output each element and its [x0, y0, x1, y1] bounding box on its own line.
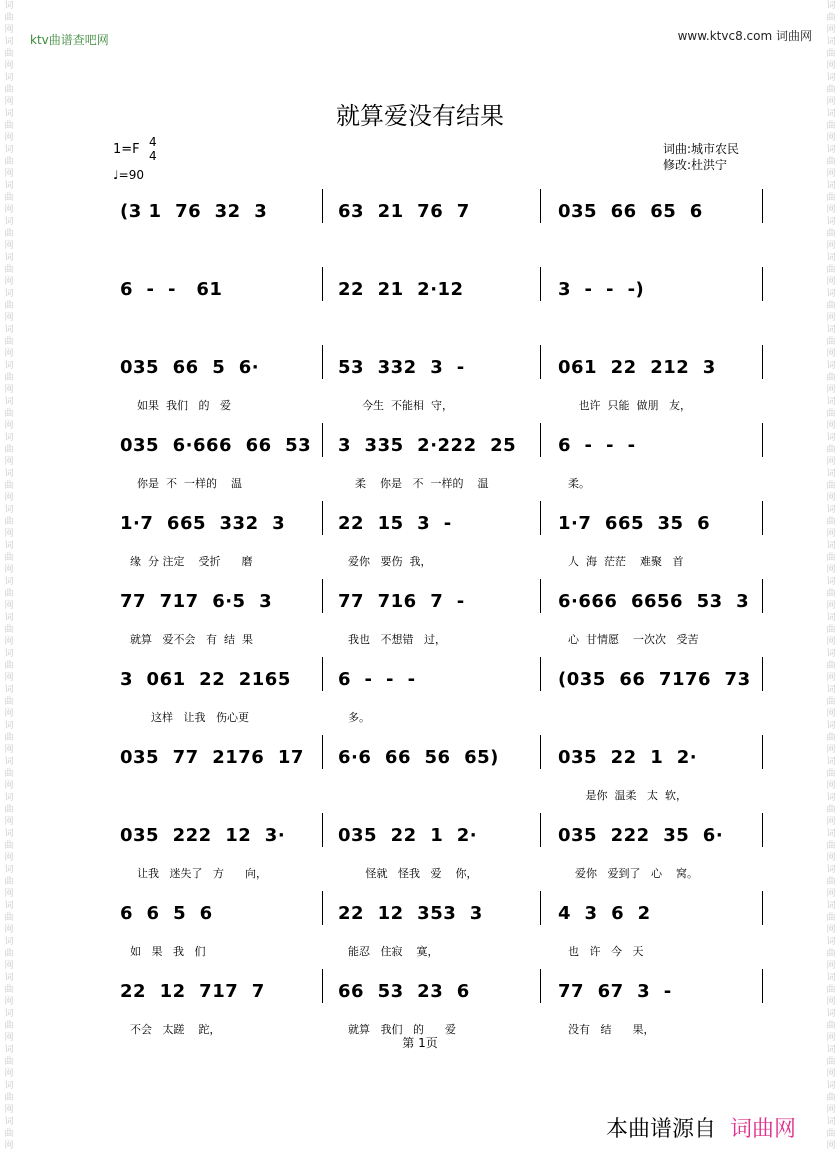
note-line: 63 21 76 7 [338, 201, 470, 222]
bar-line [762, 657, 763, 691]
note-line: 6 - - - [338, 669, 416, 690]
score-row [0, 275, 840, 353]
time-signature-bottom: 4 [149, 149, 157, 163]
note-line: 3 061 22 2165 [120, 669, 291, 690]
bar-line [762, 735, 763, 769]
bar-line [762, 501, 763, 535]
lyric-line: 就算 我们 的 爱 [348, 1023, 456, 1036]
bar-line [762, 345, 763, 379]
lyric-line: 缘 分 注定 受折 磨 [130, 555, 253, 568]
bar-line [540, 657, 541, 691]
side-watermark-left: 词曲网 词曲网 词曲网 词曲网 词曲网 词曲网 词曲网 词曲网 词曲网 词曲网 词曲网 词曲网 词曲网 词曲网 词曲网 词曲网 词曲网 词曲网 词曲网 词曲网 词曲网 词曲网 词曲网 词曲网 词曲网 词曲网 词曲网 词曲网 词曲网 词曲网 词曲网 词曲网 [4, 1, 14, 1151]
lyric-line: 让我 迷失了 方 向， [130, 867, 267, 880]
bar-line [762, 189, 763, 223]
bar-line [322, 657, 323, 691]
lyric-line: 心 甘情愿 一次次 受苦 [568, 633, 699, 646]
lyric-line: 爱你 要伤 我， [348, 555, 432, 568]
note-line: 22 12 353 3 [338, 903, 483, 924]
lyric-line: 也许 只能 做朋 友， [568, 399, 691, 412]
score-row [0, 665, 840, 743]
score-row [0, 431, 840, 509]
site-url-header [678, 27, 812, 44]
note-line: 6 6 5 6 [120, 903, 213, 924]
bar-line [762, 969, 763, 1003]
site-label[interactable]: ktv曲谱查吧网 [30, 33, 109, 47]
page-number: 第 1页 [402, 1036, 438, 1050]
bar-line [322, 735, 323, 769]
bar-line [322, 579, 323, 613]
note-line: 035 22 1 2· [338, 825, 478, 846]
lyric-line: 我也 不想错 过， [348, 633, 446, 646]
credit-editor: 修改:杜洪宁 [663, 158, 728, 172]
bar-line [322, 813, 323, 847]
lyric-line: 多。 [348, 711, 370, 724]
score-row [0, 353, 840, 431]
score-row [0, 743, 840, 821]
lyric-line: 没有 结 果， [568, 1023, 655, 1036]
bar-line [540, 969, 541, 1003]
bar-line [322, 189, 323, 223]
lyric-line: 是你 温柔 太 软， [568, 789, 687, 802]
note-line: 22 15 3 - [338, 513, 452, 534]
note-line: (035 66 7176 73 [558, 669, 751, 690]
score-row [0, 899, 840, 977]
note-line: 035 6·666 66 53 [120, 435, 312, 456]
lyric-line: 就算 爱不会 有 结 果 [130, 633, 253, 646]
tempo-value: =90 [118, 168, 144, 182]
quarter-note-icon: ♩ [113, 168, 119, 182]
tempo-marking [113, 168, 144, 182]
footer-text: 本曲谱源自 [605, 1117, 716, 1142]
bar-line [540, 501, 541, 535]
lyric-line: 柔。 [568, 477, 590, 490]
note-line: 77 717 6·5 3 [120, 591, 273, 612]
note-line: 6·666 6656 53 3 [558, 591, 750, 612]
note-line: 6 - - 61 [120, 279, 223, 300]
note-line: 035 22 1 2· [558, 747, 698, 768]
note-line: 6 - - - [558, 435, 636, 456]
note-line: 1·7 665 332 3 [120, 513, 286, 534]
bar-line [540, 189, 541, 223]
note-line: 77 67 3 - [558, 981, 672, 1002]
bar-line [322, 891, 323, 925]
lyric-line: 这样 让我 伤心更 [130, 711, 249, 724]
bar-line [540, 345, 541, 379]
lyric-line: 不会 太蹉 跎， [130, 1023, 221, 1036]
lyric-line: 怪就 怪我 爱 你， [348, 867, 478, 880]
footer-brand[interactable]: 词曲网 [729, 1117, 796, 1142]
lyric-line: 爱你 爱到了 心 窝。 [568, 867, 698, 880]
key-signature: 1=F [113, 142, 140, 157]
bar-line [540, 267, 541, 301]
note-line: 035 66 65 6 [558, 201, 703, 222]
note-line: 66 53 23 6 [338, 981, 470, 1002]
bar-line [762, 267, 763, 301]
lyric-line: 能忍 住寂 寞， [348, 945, 439, 958]
score-row [0, 587, 840, 665]
bar-line [540, 813, 541, 847]
credit-author: 词曲:城市农民 [663, 142, 740, 156]
time-signature-top: 4 [149, 135, 157, 149]
lyric-line: 如 果 我 们 [130, 945, 206, 958]
lyric-line: 你是 不 一样的 温 [130, 477, 242, 490]
note-line: (3 1 76 32 3 [120, 201, 268, 222]
bar-line [322, 423, 323, 457]
footer-source [606, 1112, 796, 1143]
time-signature [149, 135, 157, 163]
note-line: 77 716 7 - [338, 591, 465, 612]
score-row [0, 821, 840, 899]
score-row [0, 197, 840, 275]
site-brand: 词曲网 [775, 29, 812, 43]
note-line: 6·6 66 56 65) [338, 747, 499, 768]
bar-line [540, 891, 541, 925]
note-line: 22 21 2·12 [338, 279, 464, 300]
note-line: 035 66 5 6· [120, 357, 260, 378]
note-line: 035 77 2176 17 [120, 747, 304, 768]
note-line: 53 332 3 - [338, 357, 465, 378]
bar-line [322, 501, 323, 535]
bar-line [322, 345, 323, 379]
note-line: 061 22 212 3 [558, 357, 716, 378]
lyric-line: 今生 不能相 守， [348, 399, 453, 412]
lyric-line: 如果 我们 的 爱 [130, 399, 231, 412]
note-line: 4 3 6 2 [558, 903, 651, 924]
bar-line [762, 891, 763, 925]
note-line: 035 222 35 6· [558, 825, 724, 846]
note-line: 1·7 665 35 6 [558, 513, 711, 534]
bar-line [762, 813, 763, 847]
bar-line [540, 579, 541, 613]
bar-line [762, 579, 763, 613]
bar-line [540, 735, 541, 769]
bar-line [322, 267, 323, 301]
note-line: 3 - - -) [558, 279, 645, 300]
credits [663, 141, 739, 173]
bar-line [762, 423, 763, 457]
lyric-line: 人 海 茫茫 难聚 首 [568, 555, 684, 568]
side-watermark-right: 词曲网 词曲网 词曲网 词曲网 词曲网 词曲网 词曲网 词曲网 词曲网 词曲网 词曲网 词曲网 词曲网 词曲网 词曲网 词曲网 词曲网 词曲网 词曲网 词曲网 词曲网 词曲网 词曲网 词曲网 词曲网 词曲网 词曲网 词曲网 词曲网 词曲网 词曲网 词曲网 [826, 1, 836, 1151]
bar-line [540, 423, 541, 457]
bar-line [322, 969, 323, 1003]
note-line: 3 335 2·222 25 [338, 435, 517, 456]
song-title: 就算爱没有结果 [336, 102, 504, 130]
site-url[interactable]: www.ktvc8.com [677, 29, 773, 43]
lyric-line: 也 许 今 天 [568, 945, 644, 958]
score-row [0, 509, 840, 587]
note-line: 035 222 12 3· [120, 825, 286, 846]
lyric-line: 柔 你是 不 一样的 温 [348, 477, 489, 490]
note-line: 22 12 717 7 [120, 981, 265, 1002]
